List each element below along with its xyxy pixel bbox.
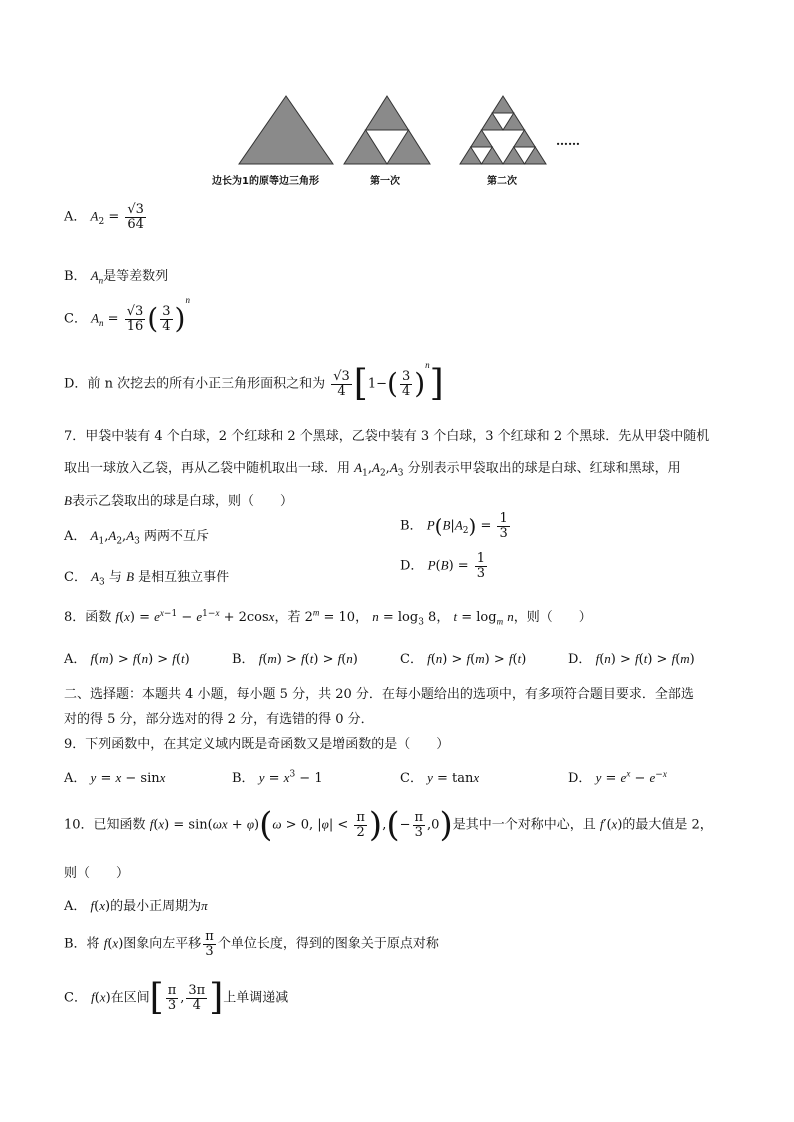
numerator: √3 [333, 368, 350, 384]
option-label: D． [568, 771, 592, 786]
option-label: C． [64, 990, 87, 1006]
q7-option-c: C． $A_3$ 与 B 是相互独立事件 [64, 569, 230, 588]
denominator: 16 [126, 318, 144, 334]
denominator: 3 [167, 997, 177, 1013]
q10-stem-line2: 则（ ） [64, 866, 130, 881]
numerator: 3 [401, 368, 411, 384]
one: 1 [367, 376, 377, 392]
subscript: n [98, 275, 104, 286]
q8-stem: 8．函数 $f(x) = e^{x-1} - e^{1-x} + 2\cos x$，若 $2^m = 10$， $n = \log_3 8$， $t = \log_m n$，则（ ） [64, 607, 592, 628]
option-label: B． [64, 269, 87, 284]
q8-option-a: A． f(m) > f(n) > f(t) [64, 651, 190, 667]
q8-text: ，若 [274, 610, 301, 625]
numerator: 1 [499, 511, 508, 526]
option-text: 是相互独立事件 [138, 570, 230, 585]
q10-text: 是其中一个对称中心，且 [452, 817, 596, 833]
q8-text: ， [436, 610, 450, 625]
q7-option-d: D． P(B) = $\frac{1}{3}$ [400, 551, 486, 581]
q10-option-c: C． f(x)在区间[ $\frac{\pi}{3}$ , $\frac{3\pi}{4}$ ]上单调递减 [64, 977, 289, 1018]
q6-option-c: C． $A_n$ = $\frac{√3}{16}$ ( $\frac{3}{4}$ )$^n$ [64, 295, 190, 336]
option-text: 的最小正周期为 [110, 899, 202, 914]
option-label: B． [400, 518, 423, 534]
q10-option-b: B．将 f(x)图象向左平移 $\frac{\pi}{3}$ 个单位长度，得到的图象关于原点对称 [64, 929, 439, 959]
numerator: √3 [126, 304, 144, 319]
option-text: 上单调递减 [223, 990, 289, 1006]
exponent: n [425, 360, 430, 371]
option-label: A． [64, 771, 87, 786]
option-label: B．将 [64, 936, 100, 952]
q7-stem-line1: 7．甲袋中装有 4 个白球，2 个红球和 2 个黑球，乙袋中装有 3 个白球，3 个红球和 2 个黑球．先从甲袋中随机 [64, 429, 710, 444]
q8-text: ，则（ ） [513, 610, 592, 625]
q7-text: 表示乙袋取出的球是白球，则（ ） [71, 494, 293, 509]
q9-option-d: D． $y = e^x - e^{-x}$ [568, 768, 667, 786]
exponent: n [185, 295, 190, 306]
q6-option-d: D．前 n 次挖去的所有小正三角形面积之和为 $\frac{√3}{4}$ [1−( $\frac{3}{4}$ )$^n$] [64, 360, 444, 404]
q10-text: 10．已知函数 [64, 817, 146, 833]
option-label: A． [64, 529, 87, 544]
option-text: 在区间 [110, 990, 150, 1006]
numerator: √3 [127, 202, 144, 217]
q8-option-c: C． f(n) > f(m) > f(t) [400, 651, 527, 667]
option-label: D． [400, 558, 424, 574]
q7-option-b: B． $P(B|A_2)$ = $\frac{1}{3}$ [400, 511, 508, 541]
option-label: D． [568, 652, 592, 667]
denominator: 64 [127, 216, 144, 232]
denominator: 3 [499, 525, 508, 541]
q8-option-b: B． f(m) > f(t) > f(n) [232, 651, 358, 667]
option-label: B． [232, 652, 255, 667]
q10-option-a: A． f(x)的最小正周期为π [64, 898, 208, 914]
option-label: D． [64, 376, 88, 392]
q8-text: 8．函数 [64, 610, 112, 625]
option-label: C． [400, 771, 423, 786]
denominator: 3 [476, 565, 486, 581]
q10-text: 的最大值是 2， [622, 817, 713, 833]
option-text: 是等差数列 [103, 269, 169, 284]
figure-label-original: 边长为1的原等边三角形 [212, 176, 319, 187]
option-text: 前 n 次挖去的所有小正三角形面积之和为 [87, 376, 326, 392]
option-label: A． [64, 652, 87, 667]
q8-text: ， [355, 610, 369, 625]
original-triangle [239, 96, 333, 164]
subscript: n [99, 318, 104, 329]
q10-stem: 10．已知函数 f(x) = sin(ωx + φ)(ω > 0, |φ| < $\frac{\pi}{2}$ ),(− $\frac{\pi}{3}$ ,0)是其中一个对称中心，且 f′(x)的最大值是 2， [64, 805, 713, 845]
q7-text: 取出一球放入乙袋，再从乙袋中随机取出一球．用 [64, 461, 351, 476]
q7-stem-line2: 取出一球放入乙袋，再从乙袋中随机取出一球．用 $A_1,A_2,A_3$ 分别表示甲袋取出的球是白球、红球和黑球，用 [64, 460, 681, 479]
option-label: C． [64, 311, 87, 327]
denominator: 4 [337, 383, 346, 399]
q9-option-b: B． $y = x^3 - 1$ [232, 769, 323, 786]
q8-option-d: D． f(n) > f(t) > f(m) [568, 651, 695, 667]
option-text: 个单位长度，得到的图象关于原点对称 [217, 936, 439, 952]
q9-option-c: C． y = tanx [400, 770, 480, 786]
numerator: π [205, 929, 214, 944]
option-text: 图象向左平移 [123, 936, 202, 952]
q9-stem: 9．下列函数中，在其定义域内既是奇函数又是增函数的是（ ） [64, 737, 450, 752]
denominator: 4 [192, 997, 201, 1013]
q9-option-a: A． y = x − sinx [64, 770, 166, 786]
numerator: 1 [476, 551, 486, 566]
q7-stem-line3: B表示乙袋取出的球是白球，则（ ） [64, 493, 293, 509]
numerator: π [167, 982, 177, 998]
q7-text: 分别表示甲袋取出的球是白球、红球和黑球，用 [407, 461, 681, 476]
numerator: 3 [162, 304, 171, 319]
figure-label-second: 第二次 [487, 176, 517, 187]
option-label: B． [232, 771, 255, 786]
denominator: 3 [205, 943, 214, 959]
sierpinski-figure [0, 0, 794, 200]
denominator: 4 [162, 318, 171, 334]
figure-ellipsis: …… [556, 134, 580, 148]
section2-line2: 对的得 5 分，部分选对的得 2 分，有选错的得 0 分． [64, 712, 374, 727]
numerator: 3π [188, 982, 206, 998]
option-label: C． [400, 652, 423, 667]
q6-option-b: B． $A_n$是等差数列 [64, 268, 169, 286]
option-label: A． [64, 209, 87, 225]
subscript: 2 [98, 217, 105, 228]
option-label: A． [64, 899, 87, 914]
option-label: C． [64, 570, 87, 585]
option-text: 两两不互斥 [144, 529, 210, 544]
figure-label-first: 第一次 [370, 176, 400, 187]
option-text: 与 [108, 570, 122, 585]
q7-option-a: A． $A_1,A_2,A_3$ 两两不互斥 [64, 528, 210, 547]
section2-line1: 二、选择题：本题共 4 小题，每小题 5 分，共 20 分．在每小题给出的选项中，有多项符合题目要求．全部选 [64, 687, 694, 702]
denominator: 4 [401, 383, 411, 399]
q6-option-a: A． $A_2$ = $\frac{√3}{64}$ [64, 202, 144, 232]
